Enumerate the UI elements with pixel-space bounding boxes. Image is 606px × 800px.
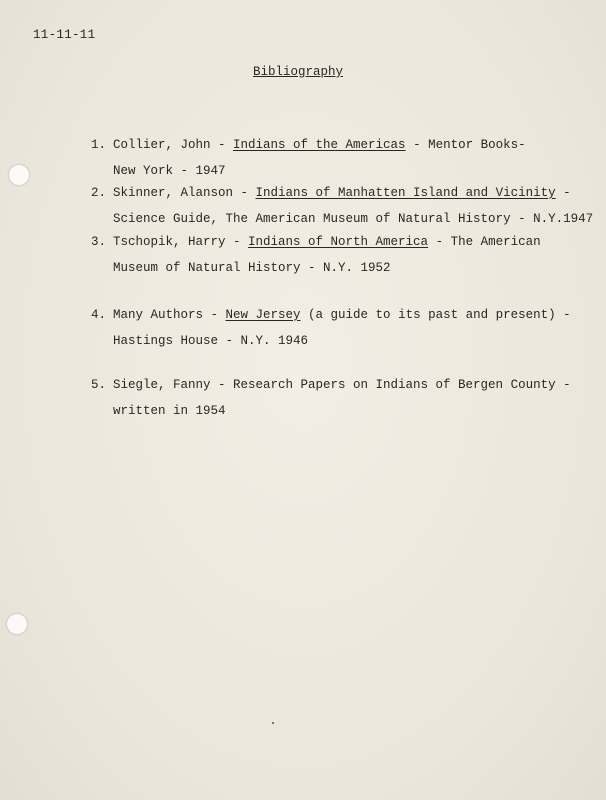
punch-hole-bottom bbox=[7, 614, 27, 634]
entry-publisher: (a guide to its past and present) - bbox=[300, 308, 571, 322]
entry-line-2: written in 1954 bbox=[113, 404, 226, 418]
entry-line-2: Museum of Natural History - N.Y. 1952 bbox=[113, 261, 391, 275]
punch-hole-top bbox=[9, 165, 29, 185]
page-title: Bibliography bbox=[253, 65, 344, 79]
entry-title: Indians of the Americas bbox=[233, 138, 406, 152]
bibliography-entry-4 bbox=[91, 302, 601, 354]
entry-title: Indians of Manhatten Island and Vicinity bbox=[255, 186, 556, 200]
entry-line-2: Hastings House - N.Y. 1946 bbox=[113, 334, 309, 348]
entry-title: Indians of North America bbox=[248, 235, 429, 249]
entry-author: Skinner, Alanson - bbox=[113, 186, 256, 200]
entry-author: Tschopik, Harry - bbox=[113, 235, 249, 249]
bibliography-entry-2 bbox=[91, 180, 601, 232]
bibliography-entry-3 bbox=[91, 229, 601, 281]
entry-author: Siegle, Fanny - Research Papers on Indians of Bergen County - bbox=[113, 378, 571, 392]
bibliography-entry-5 bbox=[91, 372, 601, 424]
entry-publisher: - The American bbox=[428, 235, 541, 249]
entry-line-2: New York - 1947 bbox=[113, 164, 226, 178]
entry-publisher: - Mentor Books- bbox=[405, 138, 526, 152]
bibliography-entry-1 bbox=[91, 132, 601, 184]
entry-title: New Jersey bbox=[225, 308, 301, 322]
entry-line-2: Science Guide, The American Museum of Natural History - N.Y.1947 bbox=[113, 212, 594, 226]
entry-number: 1. bbox=[91, 138, 107, 152]
entry-number: 5. bbox=[91, 378, 107, 392]
entry-author: Many Authors - bbox=[113, 308, 226, 322]
entry-number: 3. bbox=[91, 235, 107, 249]
paper-speck bbox=[272, 722, 274, 724]
document-id: 11-11-11 bbox=[33, 28, 96, 42]
entry-publisher: - bbox=[555, 186, 571, 200]
entry-author: Collier, John - bbox=[113, 138, 234, 152]
entry-number: 2. bbox=[91, 186, 107, 200]
entry-number: 4. bbox=[91, 308, 107, 322]
